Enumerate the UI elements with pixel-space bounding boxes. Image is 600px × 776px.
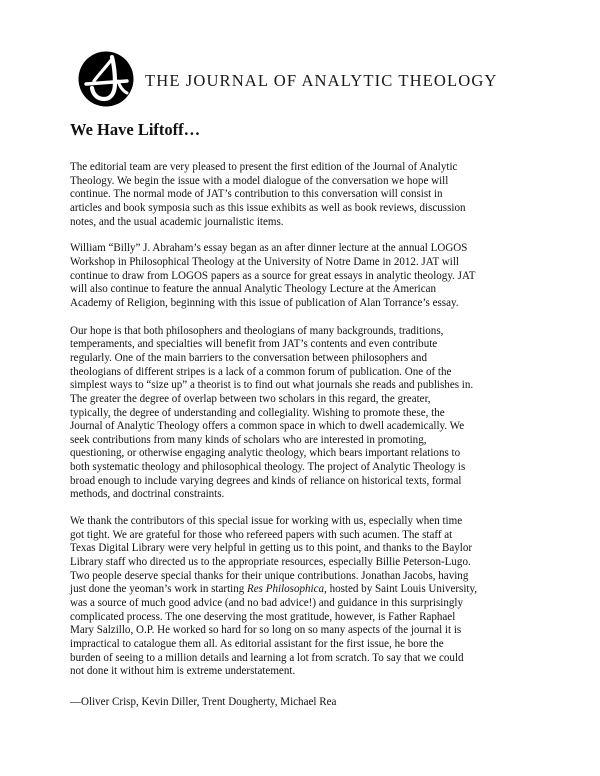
article-body bbox=[70, 161, 538, 710]
text-line: was a source of much good advice (and no bad advice!) and guidance in this surprisingly bbox=[70, 597, 463, 610]
text-line: will also continue to feature the annual Analytic Theology Lecture at the American bbox=[70, 283, 437, 296]
text-line: We thank the contributors of this special issue for working with us, especially when time bbox=[70, 515, 463, 528]
text-line: Theology. We begin the issue with a model dialogue of the conversation we hope will bbox=[70, 174, 449, 187]
text-line: burden of seeing to a million details and learning a lot from scratch. To say that we could bbox=[70, 651, 464, 664]
text-line: Two people deserve special thanks for their unique contributions. Jonathan Jacobs, having bbox=[70, 569, 469, 582]
text-line: The greater the degree of overlap between two scholars in this regard, the greater, bbox=[70, 392, 431, 405]
text-line: Our hope is that both philosophers and theologians of many backgrounds, traditions, bbox=[70, 324, 444, 337]
text-line: both systematic theology and philosophical theology. The project of Analytic Theology is bbox=[70, 461, 466, 474]
paragraph-3 bbox=[70, 325, 538, 503]
text-line: seek contributions from many kinds of scholars who are interested in promoting, bbox=[70, 433, 427, 446]
paragraph-1 bbox=[70, 161, 538, 229]
text-line: continue to draw from LOGOS papers as a source for great essays in analytic theology. JAT bbox=[70, 269, 476, 282]
text-line bbox=[70, 583, 538, 597]
text-line: articles and book symposia such as this issue exhibits as well as book reviews, discussion bbox=[70, 201, 466, 214]
paragraph-4 bbox=[70, 515, 538, 679]
text-line: notes, and the usual academic journalistic items. bbox=[70, 215, 284, 228]
text-line: typically, the degree of understanding and collegiality. Wishing to promote these, the bbox=[70, 406, 445, 419]
text-line: Texas Digital Library were very helpful in getting us to this point, and thanks to the Baylor bbox=[70, 542, 473, 555]
text-line: continue. The normal mode of JAT’s contribution to this conversation will consist in bbox=[70, 188, 443, 201]
article-title: We Have Liftoff… bbox=[70, 120, 201, 139]
text-line: Journal of Analytic Theology offers a common space in which to dwell academically. We bbox=[70, 420, 465, 433]
journal-header bbox=[78, 50, 498, 108]
journal-title: THE JOURNAL OF ANALYTIC THEOLOGY bbox=[145, 71, 498, 90]
paragraph-2 bbox=[70, 242, 538, 310]
text-line: simplest ways to “size up” a theorist is to find out what journals she reads and publishes in. bbox=[70, 379, 474, 392]
text-line: not done it without him is extreme understatement. bbox=[70, 665, 296, 678]
text-line: Academy of Religion, beginning with this issue of publication of Alan Torrance’s essay. bbox=[70, 296, 459, 309]
text-line: Workshop in Philosophical Theology at the University of Notre Dame in 2012. JAT will bbox=[70, 255, 459, 268]
text-line: The editorial team are very pleased to present the first edition of the Journal of Analytic bbox=[70, 161, 458, 173]
text-line: methods, and doctrinal constraints. bbox=[70, 488, 225, 501]
text-line: William “Billy” J. Abraham’s essay began as an after dinner lecture at the annual LOGOS bbox=[70, 242, 468, 255]
text-line: Library staff who directed us to the appropriate resources, especially Billie Peterson-Lugo. bbox=[70, 556, 471, 569]
text-line: temperaments, and specialties will benefit from JAT’s contents and even contribute bbox=[70, 338, 438, 351]
text-line: Mary Salzillo, O.P. He worked so hard for so long on so many aspects of the journal it is bbox=[70, 624, 462, 637]
text-line: theologians of different stripes is a lack of a common forum of publication. One of the bbox=[70, 365, 452, 378]
text-segment: , hosted by Saint Louis University, bbox=[324, 583, 478, 596]
text-line: regularly. One of the main barriers to the conversation between philosophers and bbox=[70, 351, 427, 364]
text-line: broad enough to include varying degrees and kinds of reliance on historical texts, formal bbox=[70, 474, 462, 487]
text-line: impractical to catalogue them all. As editorial assistant for the first issue, he bore the bbox=[70, 638, 444, 650]
text-line: questioning, or otherwise engaging analytic theology, which bears important relations to bbox=[70, 447, 461, 460]
jat-logo-icon bbox=[78, 51, 134, 107]
signature: —Oliver Crisp, Kevin Diller, Trent Dougherty, Michael Rea bbox=[70, 695, 337, 708]
journal-name-italic: Res Philosophica bbox=[247, 583, 325, 596]
text-segment: just done the yeoman’s work in starting bbox=[70, 583, 248, 596]
text-line: complicated process. The one deserving the most gratitude, however, is Father Raphael bbox=[70, 610, 456, 623]
text-line: got tight. We are grateful for those who refereed papers with such acumen. The staff at bbox=[70, 528, 453, 541]
